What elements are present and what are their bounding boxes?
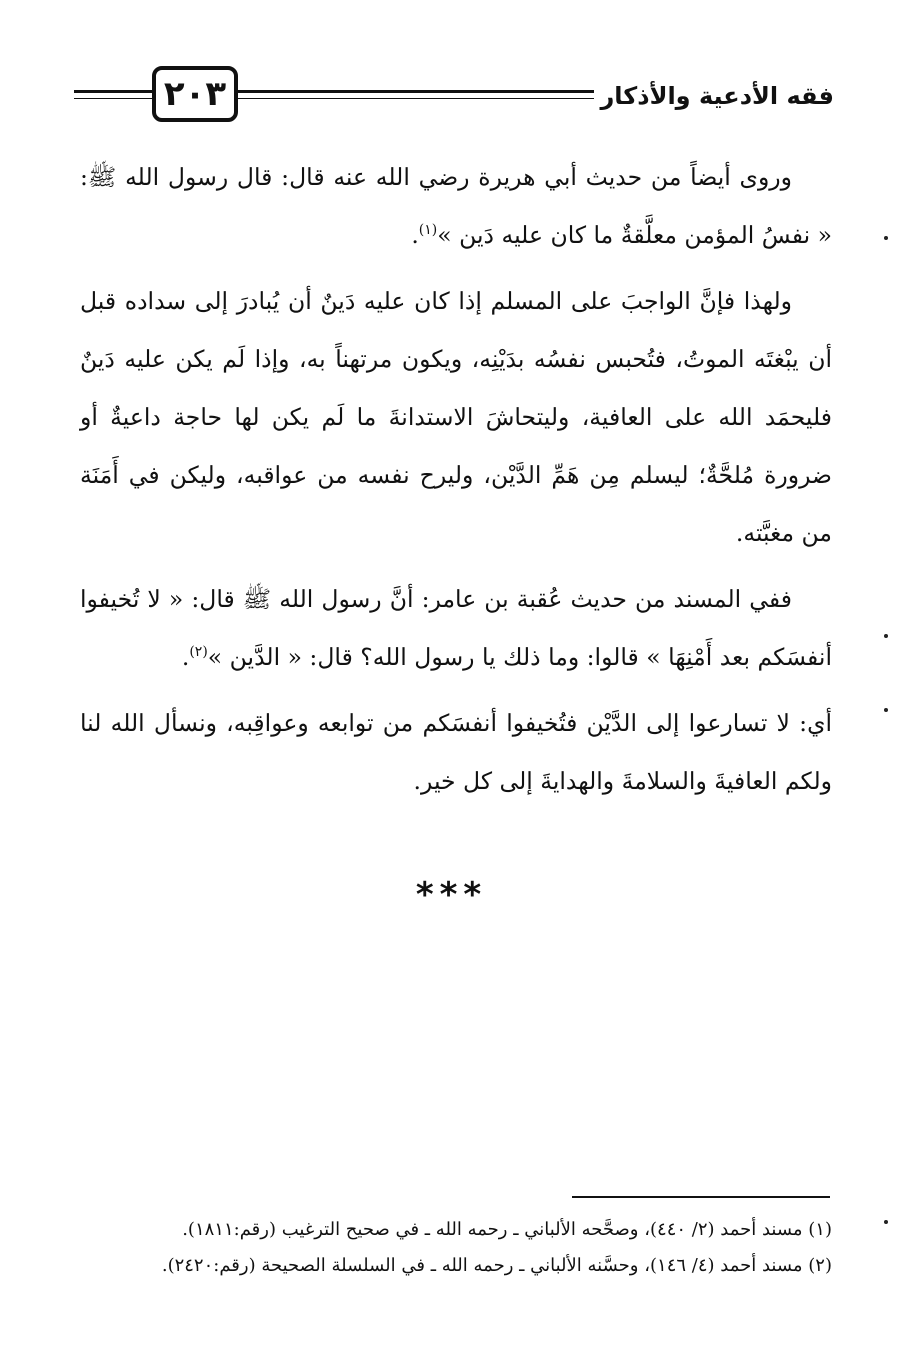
footnote-divider <box>572 1196 830 1198</box>
footnote-ref-1: (١) <box>418 222 438 239</box>
header-rule-left-bottom <box>74 98 154 99</box>
page-number: ٢٠٣ <box>152 66 238 122</box>
margin-mark <box>884 1220 888 1224</box>
running-title: فقه الأدعية والأذكار <box>594 82 834 110</box>
paragraph-1-end: . <box>411 221 419 249</box>
section-separator: *** <box>415 875 488 915</box>
margin-mark <box>884 708 888 712</box>
paragraph-1 <box>80 148 832 264</box>
footnotes <box>80 1212 832 1284</box>
page-header <box>74 62 834 132</box>
header-rule-left-top <box>74 90 154 93</box>
footnote-2: (٢) مسند أحمد (٤/ ١٤٦)، وحسَّنه الألباني ـ رحمه الله ـ في السلسلة الصحيحة (رقم:٢٤٢٠). <box>161 1255 832 1276</box>
paragraph-2-text: ولهذا فإنَّ الواجبَ على المسلم إذا كان عليه دَينٌ أن يُبادرَ إلى سداده قبل أن يبْغتَه الموتُ، فتُحبس نفسُه بدَيْنِه، ويكون مرتهناً به، وإذا لَم يكن عليه دَينٌ فليحمَد الله على العافية، وليتحاشَ الاستدانةَ ما لَم يكن لها حاجة داعيةٌ أو ضرورة مُلحَّةٌ؛ ليسلم مِن هَمِّ الدَّيْن، وليرح نفسه من عواقبه، وليكن في أَمَنَة من مغبَّته. <box>80 287 832 547</box>
paragraph-4 <box>80 694 832 810</box>
main-text <box>80 148 832 818</box>
footnote-1: (١) مسند أحمد (٢/ ٤٤٠)، وصحَّحه الألباني ـ رحمه الله ـ في صحيح الترغيب (رقم:١٨١١). <box>182 1219 832 1240</box>
footnote-ref-2: (٢) <box>189 644 208 661</box>
paragraph-3 <box>80 570 832 686</box>
paragraph-4-text: أي: لا تسارعوا إلى الدَّيْن فتُخيفوا أنفسَكم من توابعه وعواقِبه، ونسأل الله لنا ولكم العافيةَ والسلامةَ والهدايةَ إلى كل خير. <box>80 709 832 795</box>
paragraph-3-text: ففي المسند من حديث عُقبة بن عامر: أنَّ رسول الله ﷺ قال: « لا تُخيفوا أنفسَكم بعد أَمْنِهَا » قالوا: وما ذلك يا رسول الله؟ قال: « الدَّين » <box>80 585 832 671</box>
paragraph-3-end: . <box>181 643 190 671</box>
margin-mark <box>884 634 888 638</box>
paragraph-2 <box>80 272 832 562</box>
paragraph-1-text: وروى أيضاً من حديث أبي هريرة رضي الله عنه قال: قال رسول الله ﷺ: « نفسُ المؤمن معلَّقةٌ ما كان عليه دَين » <box>80 163 832 249</box>
margin-mark <box>884 236 888 240</box>
